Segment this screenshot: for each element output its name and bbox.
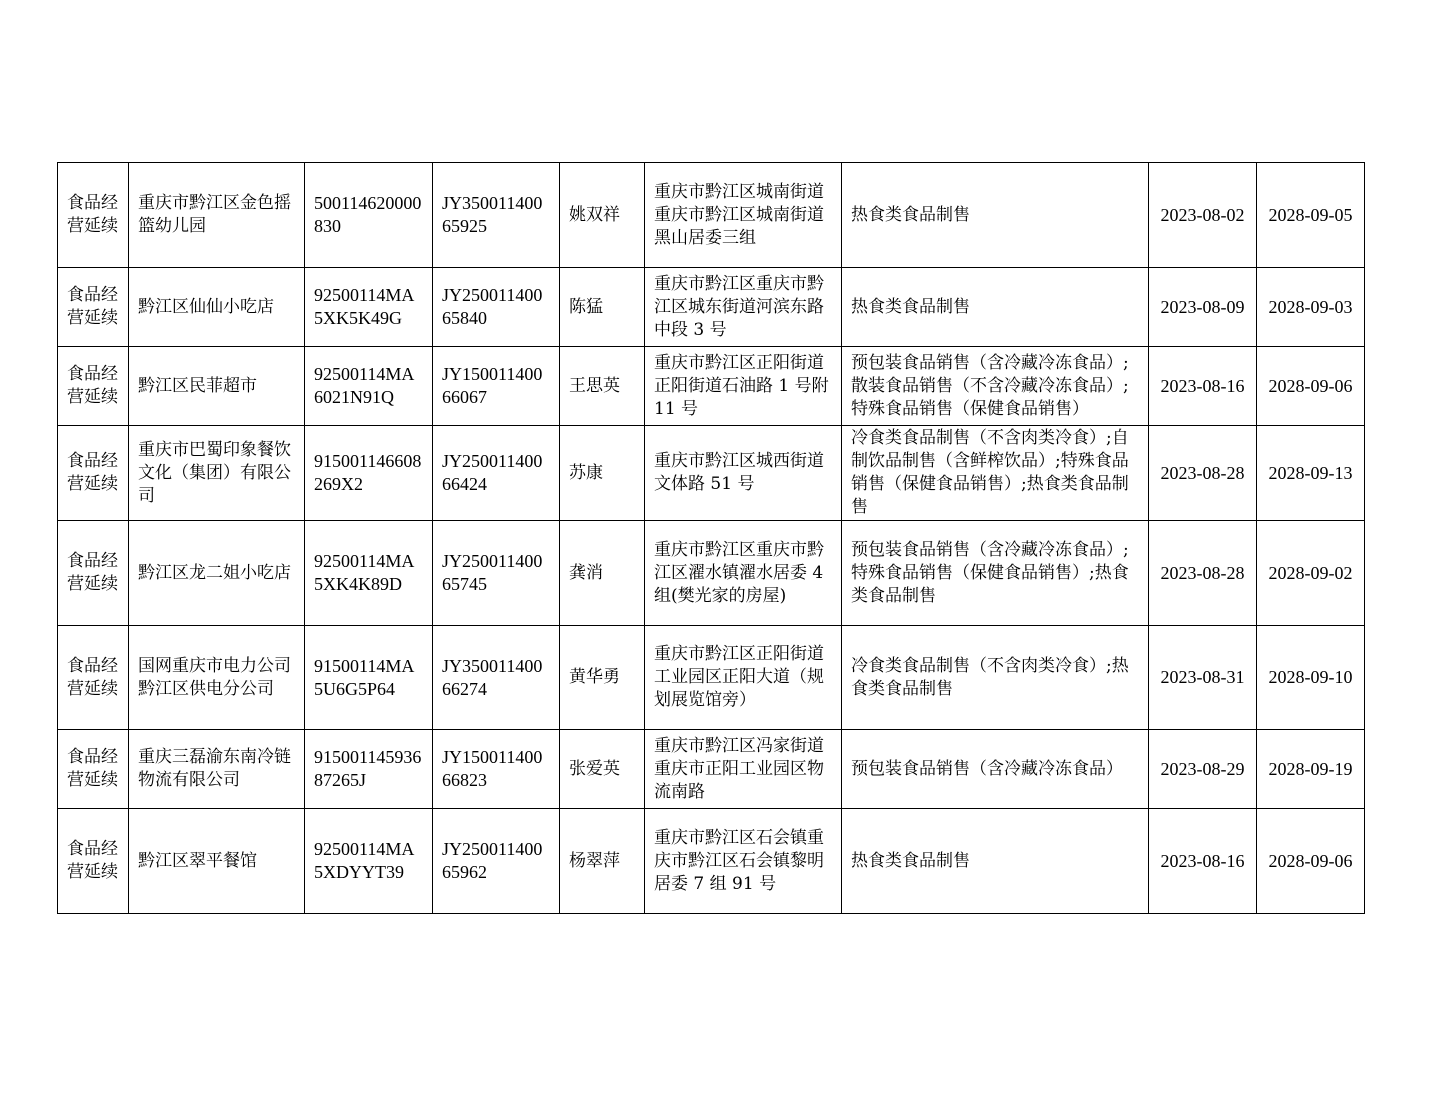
business-name: 黔江区民菲超市 bbox=[129, 347, 305, 426]
credit-code: 91500114MA5U6G5P64 bbox=[305, 626, 433, 730]
legal-person: 杨翠萍 bbox=[560, 809, 645, 914]
expiry-date: 2028-09-03 bbox=[1257, 268, 1365, 347]
credit-code: 915001146608269X2 bbox=[305, 426, 433, 521]
table-row bbox=[58, 626, 1365, 730]
business-scope: 冷食类食品制售（不含肉类冷食）;热食类食品制售 bbox=[842, 626, 1149, 730]
business-scope: 预包装食品销售（含冷藏冷冻食品）;散装食品销售（不含冷藏冷冻食品）;特殊食品销售（保健食品销售） bbox=[842, 347, 1149, 426]
record-type: 食品经营延续 bbox=[58, 809, 129, 914]
legal-person: 龚消 bbox=[560, 521, 645, 626]
expiry-date: 2028-09-13 bbox=[1257, 426, 1365, 521]
business-name: 国网重庆市电力公司黔江区供电分公司 bbox=[129, 626, 305, 730]
license-number: JY25001140066424 bbox=[433, 426, 560, 521]
business-scope: 热食类食品制售 bbox=[842, 268, 1149, 347]
business-scope: 预包装食品销售（含冷藏冷冻食品） bbox=[842, 730, 1149, 809]
record-type: 食品经营延续 bbox=[58, 426, 129, 521]
record-type: 食品经营延续 bbox=[58, 163, 129, 268]
expiry-date: 2028-09-10 bbox=[1257, 626, 1365, 730]
business-name: 黔江区仙仙小吃店 bbox=[129, 268, 305, 347]
issue-date: 2023-08-29 bbox=[1149, 730, 1257, 809]
business-address: 重庆市黔江区正阳街道正阳街道石油路 1 号附 11 号 bbox=[645, 347, 842, 426]
legal-person: 苏康 bbox=[560, 426, 645, 521]
table-row bbox=[58, 521, 1365, 626]
business-name: 黔江区龙二姐小吃店 bbox=[129, 521, 305, 626]
legal-person: 黄华勇 bbox=[560, 626, 645, 730]
credit-code: 92500114MA5XK4K89D bbox=[305, 521, 433, 626]
business-address: 重庆市黔江区重庆市黔江区濯水镇濯水居委 4 组(樊光家的房屋) bbox=[645, 521, 842, 626]
business-address: 重庆市黔江区石会镇重庆市黔江区石会镇黎明居委 7 组 91 号 bbox=[645, 809, 842, 914]
business-name: 重庆市巴蜀印象餐饮文化（集团）有限公司 bbox=[129, 426, 305, 521]
business-address: 重庆市黔江区重庆市黔江区城东街道河滨东路中段 3 号 bbox=[645, 268, 842, 347]
license-records-table bbox=[57, 162, 1365, 914]
business-name: 重庆三磊渝东南冷链物流有限公司 bbox=[129, 730, 305, 809]
credit-code: 500114620000830 bbox=[305, 163, 433, 268]
record-type: 食品经营延续 bbox=[58, 347, 129, 426]
issue-date: 2023-08-28 bbox=[1149, 426, 1257, 521]
license-number: JY15001140066823 bbox=[433, 730, 560, 809]
credit-code: 92500114MA5XK5K49G bbox=[305, 268, 433, 347]
expiry-date: 2028-09-06 bbox=[1257, 347, 1365, 426]
license-number: JY35001140065925 bbox=[433, 163, 560, 268]
business-address: 重庆市黔江区城南街道重庆市黔江区城南街道黑山居委三组 bbox=[645, 163, 842, 268]
business-scope: 冷食类食品制售（不含肉类冷食）;自制饮品制售（含鲜榨饮品）;特殊食品销售（保健食品销售）;热食类食品制售 bbox=[842, 426, 1149, 521]
table-row bbox=[58, 268, 1365, 347]
business-scope: 热食类食品制售 bbox=[842, 809, 1149, 914]
license-number: JY35001140066274 bbox=[433, 626, 560, 730]
business-scope: 热食类食品制售 bbox=[842, 163, 1149, 268]
issue-date: 2023-08-28 bbox=[1149, 521, 1257, 626]
legal-person: 张爱英 bbox=[560, 730, 645, 809]
record-type: 食品经营延续 bbox=[58, 626, 129, 730]
expiry-date: 2028-09-06 bbox=[1257, 809, 1365, 914]
business-name: 重庆市黔江区金色摇篮幼儿园 bbox=[129, 163, 305, 268]
business-address: 重庆市黔江区正阳街道工业园区正阳大道（规划展览馆旁） bbox=[645, 626, 842, 730]
license-number: JY25001140065840 bbox=[433, 268, 560, 347]
credit-code: 92500114MA6021N91Q bbox=[305, 347, 433, 426]
table-row bbox=[58, 426, 1365, 521]
legal-person: 陈猛 bbox=[560, 268, 645, 347]
business-scope: 预包装食品销售（含冷藏冷冻食品）;特殊食品销售（保健食品销售）;热食类食品制售 bbox=[842, 521, 1149, 626]
business-name: 黔江区翠平餐馆 bbox=[129, 809, 305, 914]
legal-person: 王思英 bbox=[560, 347, 645, 426]
expiry-date: 2028-09-05 bbox=[1257, 163, 1365, 268]
credit-code: 92500114MA5XDYYT39 bbox=[305, 809, 433, 914]
expiry-date: 2028-09-19 bbox=[1257, 730, 1365, 809]
expiry-date: 2028-09-02 bbox=[1257, 521, 1365, 626]
issue-date: 2023-08-31 bbox=[1149, 626, 1257, 730]
business-address: 重庆市黔江区城西街道文体路 51 号 bbox=[645, 426, 842, 521]
issue-date: 2023-08-16 bbox=[1149, 809, 1257, 914]
table-row bbox=[58, 809, 1365, 914]
legal-person: 姚双祥 bbox=[560, 163, 645, 268]
record-type: 食品经营延续 bbox=[58, 521, 129, 626]
license-number: JY15001140066067 bbox=[433, 347, 560, 426]
table-row bbox=[58, 163, 1365, 268]
license-number: JY25001140065745 bbox=[433, 521, 560, 626]
issue-date: 2023-08-16 bbox=[1149, 347, 1257, 426]
issue-date: 2023-08-02 bbox=[1149, 163, 1257, 268]
license-number: JY25001140065962 bbox=[433, 809, 560, 914]
table-row bbox=[58, 730, 1365, 809]
record-type: 食品经营延续 bbox=[58, 730, 129, 809]
record-type: 食品经营延续 bbox=[58, 268, 129, 347]
business-address: 重庆市黔江区冯家街道重庆市正阳工业园区物流南路 bbox=[645, 730, 842, 809]
table-row bbox=[58, 347, 1365, 426]
issue-date: 2023-08-09 bbox=[1149, 268, 1257, 347]
credit-code: 91500114593687265J bbox=[305, 730, 433, 809]
